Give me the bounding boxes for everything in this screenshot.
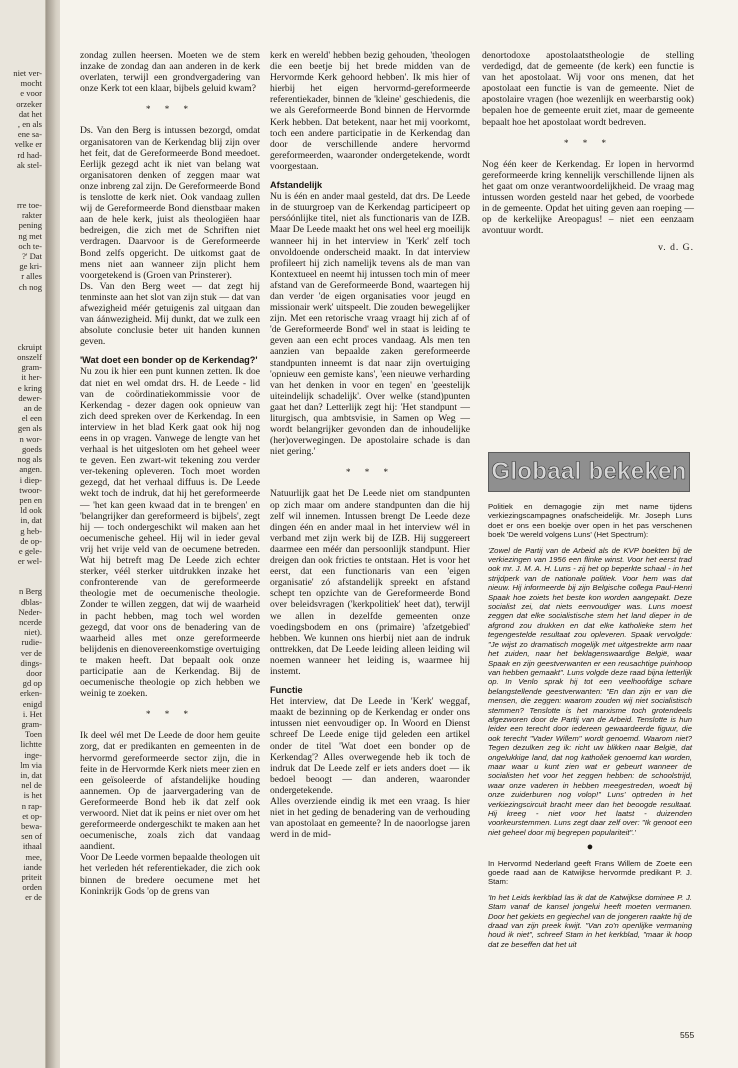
left-page-line: inge- (24, 749, 42, 760)
left-page-line: niet ver- (13, 68, 42, 78)
quote: 'Zowel de Partij van de Arbeid als de KVP boekten bij de verkiezingen van 1956 een flinke winst. Voor het eerst trad ook mr. J. M. A. H. Luns - zij het op beperkte schaal - in het strijdperk van de nationale politiek. Voor hem was dat nieuw. Hij informeerde bij zijn Belgische collega Paul-Henri Spaak hoe zoiets het beste kon worden aangepakt. Deze socialist zei, dat niets eenvoudiger was. Luns moest zeggen dat elke socialistische stem het land dieper in de afgrond zou drukken en dat elke katholieke stem het tegengestelde resultaat zou opleveren. Spaak vervolgde: "Je wijst zo dramatisch mogelijk met uitgestrekte arm naar het zuiden, naar het beklagenswaardige België, waar Spaak en zijn geestverwanten er een reusachtige puinhoop van hebben gemaakt". Luns volgde deze raad bijna letterlijk op. In Venlo sprak hij tot een veelhoofdige schare belangstellende geestverwanten: "En dan zijn er van die mensen, die zeggen: waarom zouden wij niet socialistisch stemmen? Tenslotte is het marxisme toch grotendeels afgezworen door de Partij van de Arbeid. Tenslotte is hun leider een terecht door iedereen gewaardeerde figuur, die ook terecht "Vader Willem" wordt genoemd. Waarom niet? Tegen dezulken zeg ik: richt uw blikken naar België, dat ongelukkige land, dat nog katholiek genoemd kan worden, maar waar u kunt zien wat er gebeurt wanneer de socialisten het voor het zeggen hebben: de schoolstrijd, waar onze vaderen in hebben meegestreden, woedt bij onze zuiderburen nog volop!" Luns' optreden in het verkiezingscircuit bracht meer dan het beoogde resultaat. Hij kreeg - niet voor het laatst - duizenden voorkeurstemmen. Luns zegt daar zelf over: "Ik genoot een niet geheel door mij begrepen populariteit".' (488, 545, 692, 837)
left-page-line: velke er (14, 139, 42, 150)
left-page-line: ng met (18, 230, 42, 241)
section-separator: * * * (564, 137, 612, 148)
left-page-line: n Berg (19, 586, 42, 597)
left-page-line: in, dat (20, 769, 42, 780)
left-page-line: lm via (20, 759, 42, 770)
left-page-line: ver de (20, 647, 42, 658)
left-page-line: niet). (24, 627, 42, 638)
left-page-line (2, 302, 42, 312)
paragraph: Nu zou ik hier een punt kunnen zetten. Ik doe dat niet en wel omdat drs. H. de Leede - lid van de coördinatiekommissie voor de Kerkendag - dezer dagen ook opnieuw van zich deed spreken over de Kerkendag. In een interview in het blad Kerk gaat ook hij nog eens in op vragen. Vanwege de lengte van het verhaal is het uitgesloten om het geheel weer te geven. Een zwart-wit tekening zou verder ver-tekening opleveren. Toch moet worden gezegd, dat het verhaal diffuus is. De Leede wekt toch de indruk, dat hij het gereformeerde — 'het kan geen kwaad dat in te brengen' en 'belangrijker dan gereformeerd is bijbels', zegt hij — toch ondergeschikt wil maken aan het oecumenische geheel. Hij wil in ieder geval vrij het vrije veld van de oecumene betreden. Wat hij betreft mag De Leede zich echter sterker, véél sterker uitdrukken inzake het confronterende van de gereformeerde theologie met de oecumenische theologie. Zonder te willen zeggen, dat wij de waarheid in pacht hebben, mag toch wel worden gezegd, dat voor ons de benadering van de waarheid alles met onze gereformeerde belijdenis en dienovereenkomstige overtuiging te maken heeft. Dat bepaalt ook onze participatie aan de Kerkendag. Bij de oecumenische theologie op zich hebben we weinig te zoeken. (80, 366, 260, 700)
left-page-line: orden (22, 882, 42, 893)
left-page-line (2, 190, 42, 200)
left-page-line: ?' Dat (22, 251, 42, 262)
left-page-line: in, dat (20, 515, 42, 526)
left-page-line (2, 332, 42, 342)
left-page-line: pening (18, 220, 42, 231)
left-page-line: Toen (24, 729, 42, 740)
page-number: 555 (680, 1030, 695, 1040)
left-page-line: er wel- (17, 556, 42, 567)
section-heading: 'Wat doet een bonder op de Kerkendag?' (80, 355, 258, 366)
author-signature: v. d. G. (658, 242, 694, 254)
left-page-line: nel de (21, 780, 42, 791)
left-page-line: er de (25, 892, 42, 903)
left-page-line: gram- (21, 718, 42, 729)
left-page-line: pen en (19, 494, 42, 505)
section-heading: Afstandelijk (270, 180, 323, 191)
left-page-line: r alles (21, 271, 42, 282)
section-separator: * * * (346, 467, 394, 478)
paragraph: Ik deel wél met De Leede de door hem geuite zorg, dat er predikanten en gemeenten in de hervormd gereformeerde sector zijn, die in feite in de Hervormde Kerk niets meer zien en een geïsoleerde of afstandelijke houding aannemen. Op de jaarvergadering van de Gereformeerde Bond heb ik dat zelf ook verwoord. Niet dat ik peins er niet over om het gereformeerde ondergeschikt te maken aan het oecumenische, zoals zich dat vandaag aandient. (80, 730, 260, 853)
left-page-line: nog als (17, 454, 42, 465)
left-page-line: i diep- (19, 474, 42, 485)
left-page-line: ch nog (18, 281, 42, 292)
globaal-bekeken-header (488, 452, 690, 492)
left-page-line: dblas- (20, 596, 42, 607)
left-page-line: ld ook (20, 505, 42, 516)
left-page-line: dewer- (18, 392, 42, 403)
left-page-edge (0, 0, 46, 1068)
quote: 'In het Leids kerkblad las ik dat de Katwijkse dominee P. J. Stam vanaf de kansel jongelui heeft moeten vermanen. Door het gekiets en gegiechel van de jongeren raakte hij de draad van zijn preek kwijt. "Van zo'n openlijke vermaning houd ik niet", schreef Stam in het kerkblad, "maar ik hoop dat ze beseffen dat het uit (488, 892, 692, 949)
left-page-line (2, 576, 42, 586)
left-page-line: gram- (21, 362, 42, 373)
left-page-line: goeds (21, 443, 42, 454)
left-page-line: an de (23, 403, 42, 414)
left-page-line: orzeker (16, 98, 42, 109)
section-heading: Functie (270, 685, 303, 696)
left-page-line: priteit (21, 872, 42, 883)
paragraph: zondag zullen heersen. Moeten we de stem inzake de zondag dan aan anderen in de kerk overlaten, terwijl een grondvergadering van onze Kerk tot een klaar, bijbels geluid kwam? (80, 50, 260, 95)
paragraph: Politiek en demagogie zijn met name tijdens verkiezingscampagnes onafscheidelijk. Mr. Joseph Luns doet er ons een boekje over open in het pas verschenen boek 'De wereld volgens Luns' (Het Spectrum): (488, 502, 692, 540)
left-page-line (2, 170, 42, 180)
left-page-line: rre toe- (16, 200, 42, 211)
left-page-line: ckruipt (17, 341, 42, 352)
left-page-line: n rap- (21, 800, 42, 811)
left-page-line: mee, (25, 851, 42, 862)
left-page-text (2, 68, 42, 903)
left-page-line: e kring (17, 382, 42, 393)
left-page-line (2, 566, 42, 576)
bullet-separator: ● (586, 841, 594, 854)
left-page-line (2, 312, 42, 322)
left-page-line: sen of (21, 831, 42, 842)
paragraph: Ds. Van den Berg weet — dat zegt hij tenminste aan het slot van zijn stuk — dat van afwezigheid méér getuigenis zal uitgaan dan van áánwezigheid. Mij dunkt, dat we zulk een absolute conclusie beter uit handen kunnen geven. (80, 280, 260, 348)
left-page-line: erken- (20, 688, 42, 699)
left-page-line: enigd (22, 698, 42, 709)
left-page-line: ene sa- (17, 129, 42, 140)
globaal-bekeken-title: Globaal bekeken (491, 458, 687, 485)
left-page-line: dat het (18, 108, 42, 119)
left-page-line: rudie- (21, 637, 42, 648)
paragraph: Alles overziende eindig ik met een vraag. Is hier niet in het geding de benadering van de verhouding van apostolaat en gemeente? In de naoorlogse jaren werd in de mid- (270, 796, 470, 841)
paragraph: Ds. Van den Berg is intussen bezorgd, omdat organisatoren van de Kerkendag blij zijn over het feit, dat de Gereformeerde Bond meedoet. Eerlijk gezegd acht ik niet van belang wat organisatoren denken of zeggen maar wat onze inbreng zal zijn. De Gereformeerde Bond is tenslotte de kerk niet. Ook vandaag zullen wij de Gereformeerde Bond dienstbaar maken aan de hele kerk, juist als theologiëen haar bedreigen, die zich met de Schriften niet verdragen. Daarvoor is de Gereformeerde Bond zelfs opgericht. De uitkomst gaat de mens niet aan wanneer zijn plicht hem voorgetekend is (Groen van Prinsterer). (80, 125, 260, 281)
left-page-line: rakter (21, 210, 42, 221)
paragraph: kerk en wereld' hebben bezig gehouden, 'theologen die een beetje bij het brede midden van de Hervormde Kerk gehoord hebben'. Ik mis hier of hierbij het eigen hervormd-gereformeerde referentiekader, binnen de 'kleine' geschiedenis, die we als Gereformeerde Bond binnen de Hervormde Kerk hebben. Dat betekent, naar het mij voorkomt, toch een andere participatie in de Kerkendag dan door de verschillende andere hervormd gereformeerden, waaronder ondergetekende, wordt voorgestaan. (270, 50, 470, 172)
left-page-line: e voor (20, 88, 42, 99)
left-page-line (2, 322, 42, 332)
left-page-line: iande (23, 861, 42, 872)
paragraph: In Hervormd Nederland geeft Frans Willem de Zoete een goede raad aan de Katwijkse hervormde predikant P. J. Stam: (488, 858, 692, 887)
left-page-line: bewa- (21, 821, 42, 831)
left-page-line: och te- (18, 240, 42, 251)
paragraph: Voor De Leede vormen bepaalde theologen uit het verleden hét referentiekader, die zich ook binnen de bredere oecumene met het Koninkrijk Gods 'op de grens van (80, 852, 260, 897)
paragraph: Nog één keer de Kerkendag. Er lopen in hervormd gereformeerde kring kennelijk verschillende lijnen als het gaat om onze verantwoordelijkheid. De vraag mag intussen worden gesteld naar het gebed, de voorbede in de gemeente. Opdat het uiting geven aan roeping — op de kerkelijke Areopagus! – niet een eenzaam avontuur wordt. (482, 158, 694, 237)
paragraph: denortodoxe apostolaatstheologie de stelling verdedigd, dat de gemeente (de kerk) een functie is van het apostolaat. Wij voor ons menen, dat het apostolaat een functie is van de gemeente. Niet de apostolaire vragen (hoe wezenlijk en weerbarstig ook) bepalen hoe de gemeente eruit ziet, maar de gemeente bepaalt hoe het apostolaat wordt bedreven. (482, 50, 694, 128)
left-page-line: angen. (19, 464, 42, 475)
left-page-line: door (26, 667, 42, 678)
left-page-line: ithaal (22, 841, 42, 852)
article-column-2 (270, 50, 470, 840)
left-page-line: gen als (17, 423, 42, 434)
left-page-line: gd op (22, 678, 42, 689)
left-page-line: i. Het (22, 708, 42, 719)
paragraph: Natuurlijk gaat het De Leede niet om standpunten op zich maar om andere standpunten dan die hij zelf wil innemen. Intussen brengt De Leede deze dingen één en ander maal in het interview wél in verband met zijn werk bij de IZB. Hij suggereert daarmee een méér dan persoonlijk standpunt. Hier dreigen dan ook fricties te ontstaan. Het is voor het eerst, dat een functionaris van een 'eigen organisatie' zó afstandelijk spreekt en afstand schept ten opzichte van de Gereformeerde Bond over beleidsvragen ('kerkpolitiek' heet dat), terwijl we allen in dezelfde gemeenten onze voedingsbodem en ons (primaire) 'afzetgebied' hebben. We kunnen ons hierbij niet aan de indruk onttrekken, dat De Leede leiding alleen leiding wil noemen wanneer het leiding is, waarmee hij instemt. (270, 488, 470, 677)
globaal-bekeken-column (488, 502, 692, 955)
left-page-line: Neder- (18, 606, 42, 617)
left-page-line: ak stel- (16, 159, 42, 170)
paragraph: Nu is één en ander maal gesteld, dat drs. De Leede in de stuurgroep van de Kerkendag participeert op persóónlijke titel, niet als functionaris van de IZB. Maar De Leede maakt het ons wel heel erg moeilijk wanneer hij in het interview in 'Kerk' zelf toch onvoldoende onderscheid maakt. In dat interview profileert hij zich namelijk tevens als de man van Kontextueel en neemt hij intussen toch min of meer afstand van de Gereformeerde Bond, waartegen hij dan verder 'de eigen organisaties voor jeugd en missionair werk' uitspeelt. Die zouden bewegelijker zijn. Met een retorische vraag vraagt hij zich af of 'de Gereformeerde Bond' wel in staat is leiding te geven aan een echt proces vandaag. Als men ten aanzien van bepaalde zaken gereformeerde standpunten inneemt is dat naar zijn overtuiging 'opnieuw een gemiste kans', 'een nieuwe verharding van het denken in voor en tegen' en 'geestelijk uiteindelijk schadelijk'. Over welke (stand)punten gaat het dan? Letterlijk zegt hij: 'Het standpunt — liturgisch, qua ambtsvisie, in Samen op Weg — wordt belangrijker gevonden dan de inhoudelijke (her)overwegingen. De apostolaire schade is dan niet gering.' (270, 191, 470, 458)
left-page-line (2, 292, 42, 302)
article-column-3 (482, 50, 694, 254)
left-page-line: n wor- (19, 433, 42, 444)
left-page-line: ncerde (19, 616, 42, 627)
left-page-line: de op- (20, 535, 42, 546)
paragraph: Het interview, dat De Leede in 'Kerk' weggaf, maakt de bezinning op de Kerkendag er onder ons intussen niet eenvoudiger op. In Woord en Dienst schreef De Leede enige tijd geleden een artikel onder de titel 'Wat doet een bonder op de Kerkendag'? Alles overwegende heb ik toch de indruk dat De Leede zelf er iets anders doet — ik bedoel beoogt — dan anderen, waaronder ondergetekende. (270, 696, 470, 796)
article-column-1 (80, 50, 260, 897)
section-separator: * * * (146, 709, 194, 720)
left-page-line: el een (21, 413, 42, 424)
left-page-line: is het (23, 790, 42, 801)
left-page-line: e gele- (18, 545, 42, 556)
left-page-line: g heb- (20, 525, 42, 536)
left-page-line: rd had- (17, 149, 42, 160)
left-page-line: onszelf (17, 352, 42, 363)
left-page-line: lichtte (20, 739, 42, 750)
left-page-line: dings- (20, 657, 42, 668)
left-page-line: mocht (20, 78, 42, 89)
left-page-line: , en als (17, 119, 42, 130)
left-page-line (2, 180, 42, 190)
left-page-line: ge kri- (19, 261, 42, 272)
section-separator: * * * (146, 104, 194, 115)
left-page-line: et op- (22, 810, 42, 821)
left-page-line: twoor- (19, 484, 42, 495)
left-page-line: it her- (21, 372, 42, 383)
